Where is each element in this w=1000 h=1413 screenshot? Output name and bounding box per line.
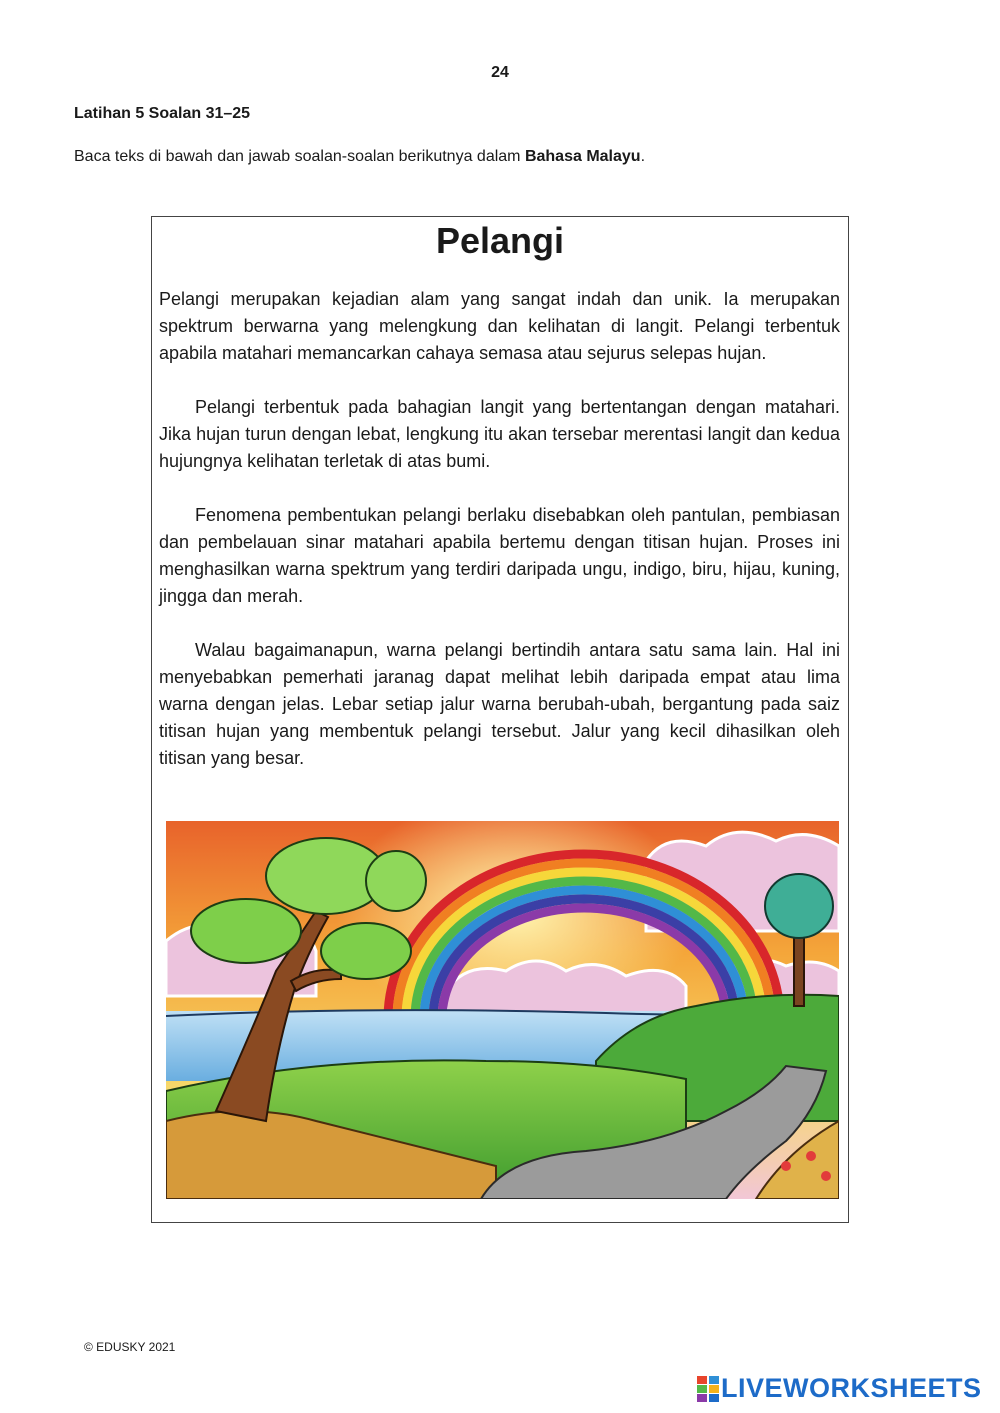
article-body <box>159 286 840 799</box>
instruction-suffix: . <box>640 148 646 165</box>
article-box <box>151 216 849 1223</box>
article-title: Pelangi <box>435 220 565 261</box>
copyright-notice: © EDUSKY 2021 <box>84 1340 176 1354</box>
liveworksheets-logo-icon <box>697 1376 719 1402</box>
liveworksheets-logo-text: LIVEWORKSHEETS <box>721 1373 982 1403</box>
section-title: Latihan 5 Soalan 31–25 <box>74 105 251 122</box>
liveworksheets-logo[interactable] <box>697 1373 982 1404</box>
paragraph-4: Walau bagaimanapun, warna pelangi bertindih antara satu sama lain. Hal ini menyebabkan pemerhati jaranag dapat melihat lebih daripada empat atau lima warna dengan jelas. Lebar setiap jalur warna berubah-ubah, bergantung pada saiz titisan hujan yang membentuk pelangi tersebut. Jalur yang kecil dihasilkan oleh titisan yang besar. <box>159 640 840 768</box>
instruction-language: Bahasa Malayu <box>524 148 641 165</box>
paragraph-1: Pelangi merupakan kejadian alam yang sangat indah dan unik. Ia merupakan spektrum berwarna yang melengkung dan kelihatan di langit. Pelangi terbentuk apabila matahari memancarkan cahaya semasa atau sejurus selepas hujan. <box>159 289 840 363</box>
paragraph-3: Fenomena pembentukan pelangi berlaku disebabkan oleh pantulan, pembiasan dan pembelauan sinar matahari apabila bertemu dengan titisan hujan. Proses ini menghasilkan warna spektrum yang terdiri daripada ungu, indigo, biru, hijau, kuning, jingga dan merah. <box>159 505 840 606</box>
instruction-prefix: Baca teks di bawah dan jawab soalan-soalan berikutnya dalam <box>74 148 525 165</box>
rainbow-landscape-illustration <box>166 821 839 1199</box>
instruction-text <box>74 148 645 166</box>
paragraph-2: Pelangi terbentuk pada bahagian langit yang bertentangan dengan matahari. Jika hujan turun dengan lebat, lengkung itu akan tersebar merentasi langit dan kedua hujungnya kelihatan terletak di atas bumi. <box>159 397 840 471</box>
page-number: 24 <box>491 64 509 81</box>
